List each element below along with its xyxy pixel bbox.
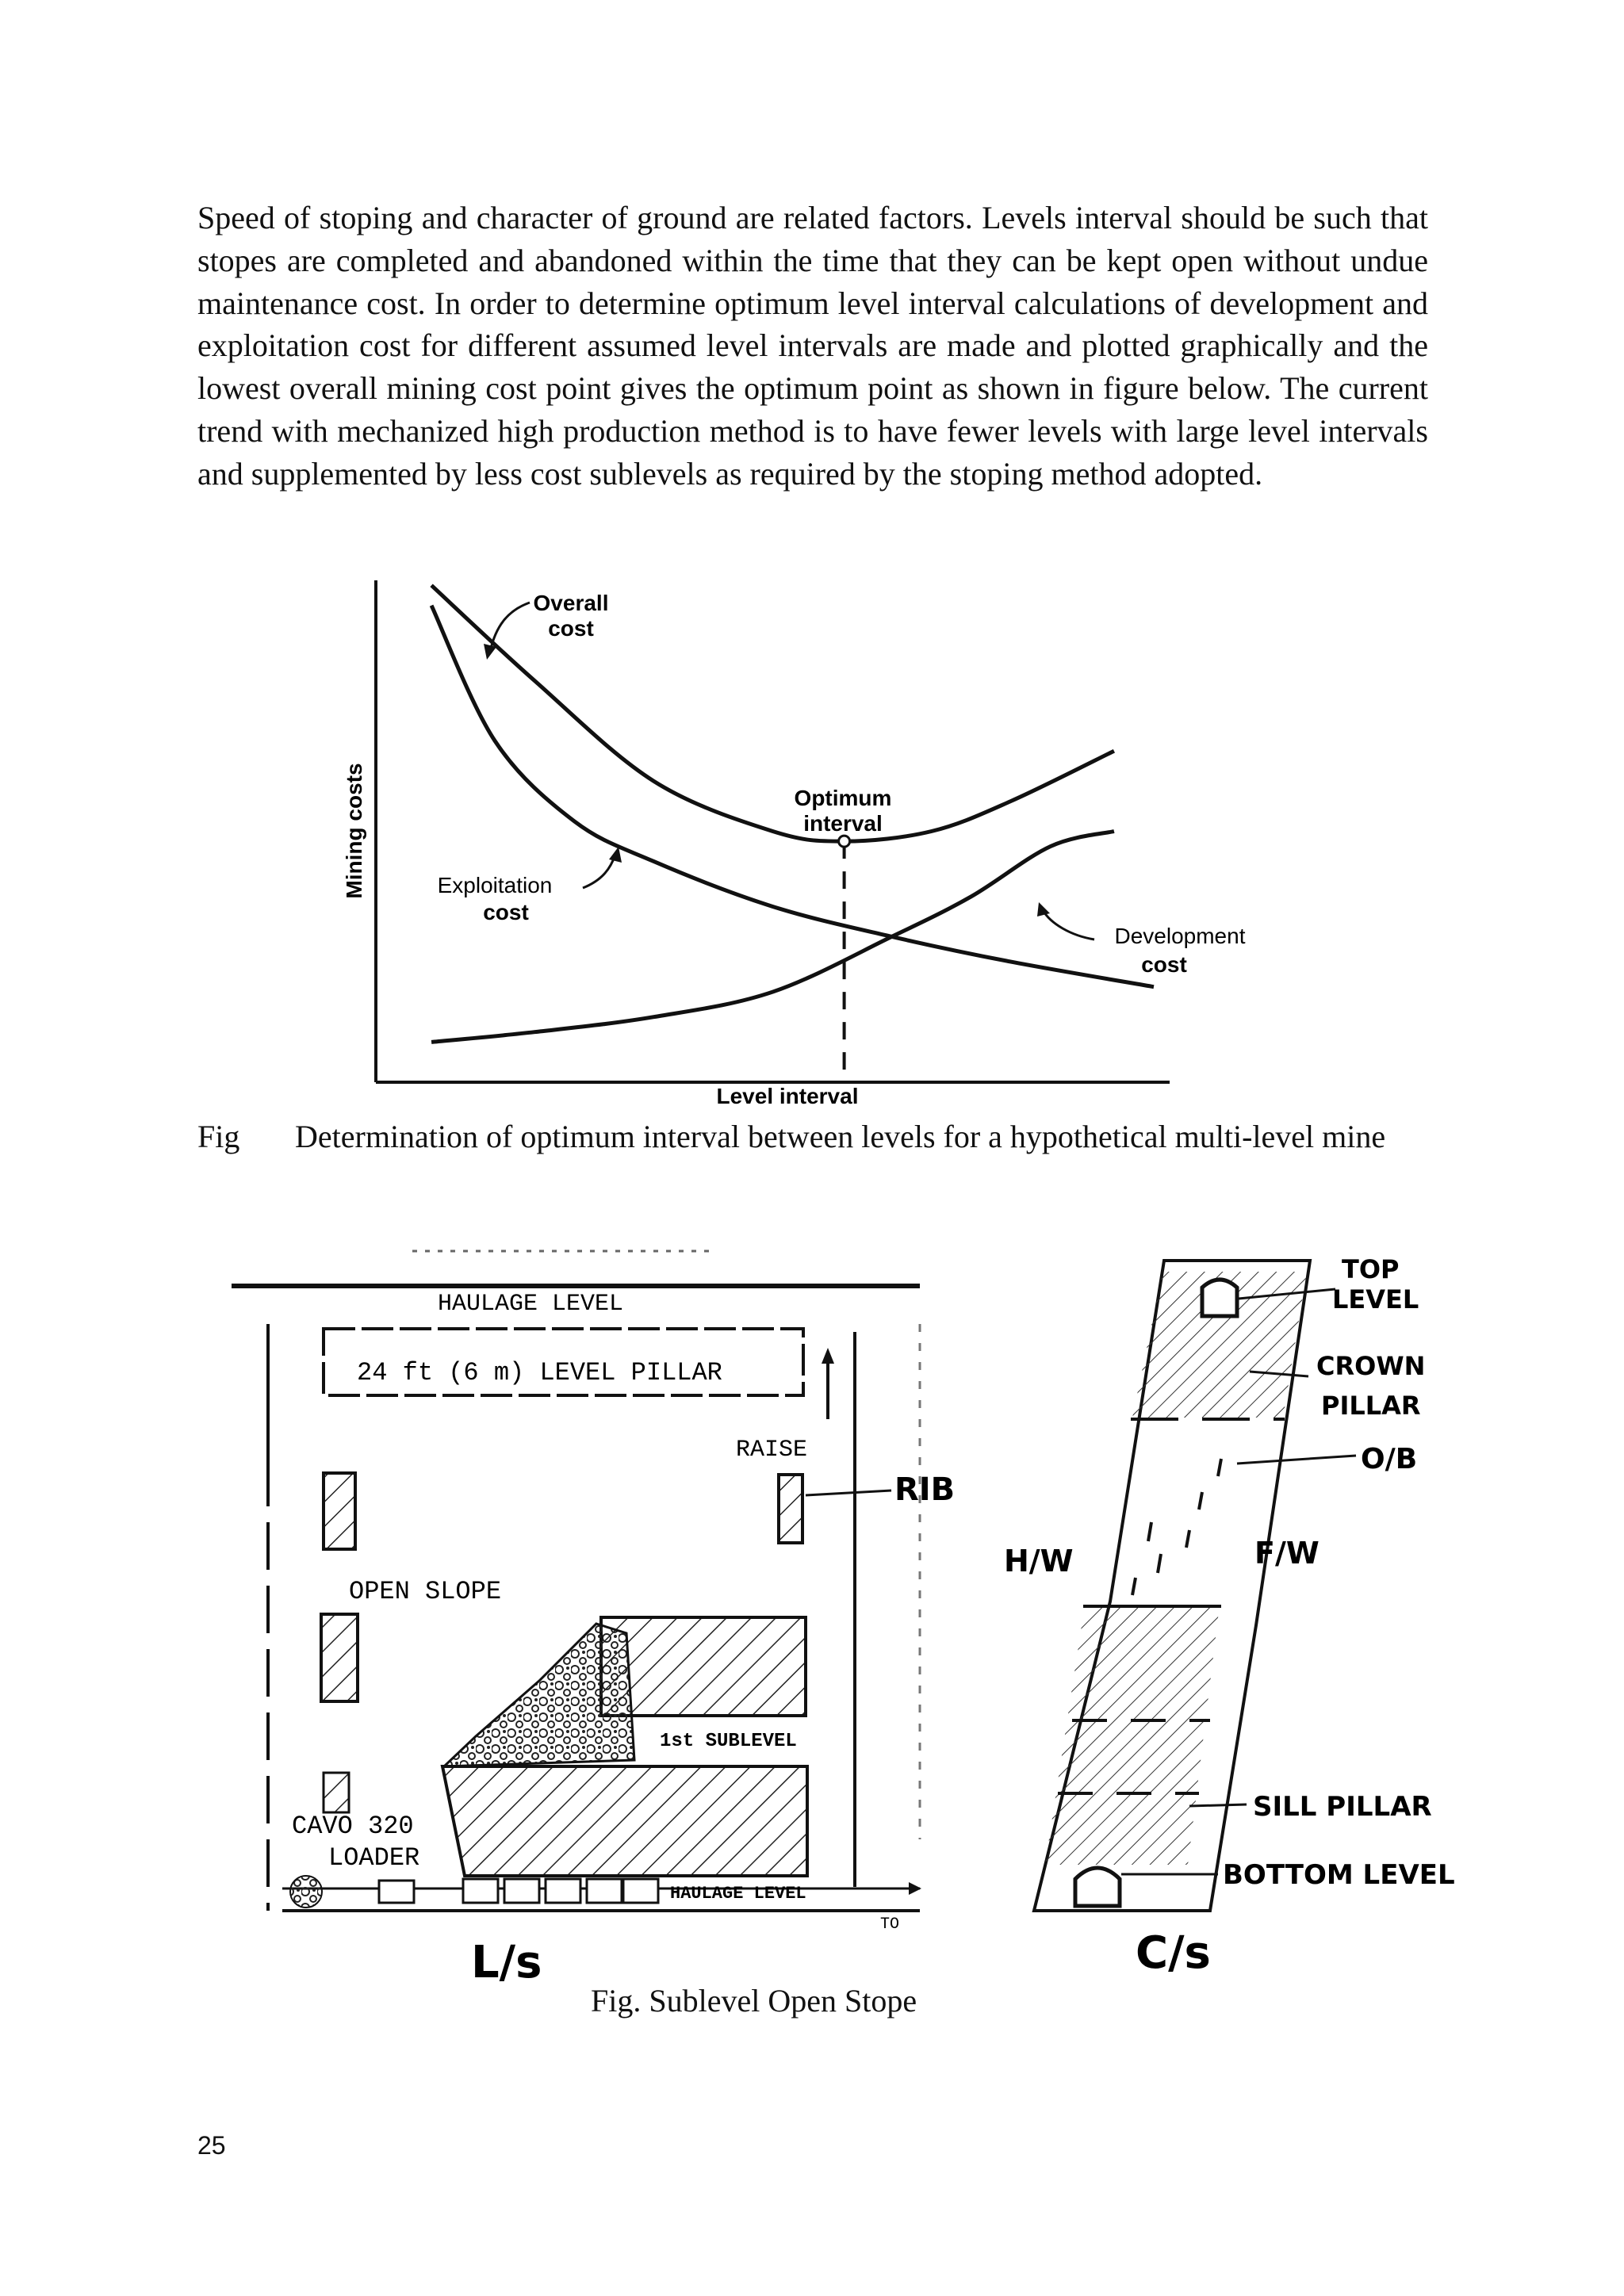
haulage-level-top-label: HAULAGE LEVEL <box>438 1291 624 1318</box>
loader-drawpoint <box>324 1773 349 1812</box>
level-pillar-label: 24 ft (6 m) LEVEL PILLAR <box>357 1358 722 1387</box>
development-cost-label-line1: Development <box>1114 924 1246 948</box>
exploitation-cost-label-line1: Exploitation <box>437 873 553 897</box>
overall-cost-curve <box>431 585 1114 841</box>
fw-label: F/W <box>1254 1536 1320 1571</box>
x-axis-label: Level interval <box>716 1084 859 1108</box>
optimum-point <box>839 836 850 847</box>
longitudinal-section-diagram <box>232 1251 955 1988</box>
sill-pillar-label: SILL PILLAR <box>1253 1791 1432 1823</box>
cross-section-diagram <box>1004 1254 1455 1979</box>
crown-pillar-label-line2: PILLAR <box>1321 1391 1421 1421</box>
rib-pillar <box>779 1475 802 1543</box>
body-paragraph: Speed of stoping and character of ground are related factors. Levels interval should be such that stopes are completed and abandoned within the time that they can be kept open without undue maintenance cost. In order to determine optimum level interval calculations of development and exploitation cost for different assumed level intervals are made and plotted graphically and the lowest overall mining cost point gives the optimum point as shown in figure below. The current trend with mechanized high production method is to have fewer levels with large level intervals and supplemented by less cost sublevels as required by the stoping method adopted. <box>197 200 1428 492</box>
broken-ore-pile <box>444 1624 634 1766</box>
crown-pillar-label-line1: CROWN <box>1316 1351 1426 1381</box>
to-label: TO <box>880 1915 900 1934</box>
left-pillar-lower <box>321 1614 358 1701</box>
page-number: 25 <box>197 2131 226 2160</box>
development-cost-arrow <box>1043 910 1094 939</box>
bottom-drift <box>1075 1868 1120 1906</box>
ore-cars <box>379 1879 658 1903</box>
left-pillar-upper <box>324 1473 355 1549</box>
ls-section-label: L/s <box>471 1937 542 1988</box>
ob-label: O/B <box>1361 1443 1418 1475</box>
overall-cost-label-line2: cost <box>548 616 594 641</box>
figure-1-label: Fig <box>197 1119 240 1154</box>
first-sublevel-label: 1st SUBLEVEL <box>660 1731 797 1752</box>
optimum-label-line1: Optimum <box>794 786 892 810</box>
exploitation-cost-label-line2: cost <box>483 900 529 924</box>
hw-label: H/W <box>1004 1544 1074 1578</box>
mining-cost-chart <box>342 580 1246 1108</box>
sill-pillar-leader <box>1189 1804 1247 1806</box>
top-drift <box>1202 1280 1237 1316</box>
development-cost-arrowhead <box>1037 902 1050 916</box>
loader-label-line1: CAVO 320 <box>292 1812 414 1841</box>
raise-arrowhead <box>822 1348 834 1364</box>
optimum-label-line2: interval <box>803 811 883 836</box>
rib-leader <box>806 1490 891 1495</box>
haulage-level-bottom-label: HAULAGE LEVEL <box>670 1884 806 1904</box>
top-level-label-line2: LEVEL <box>1332 1284 1419 1314</box>
y-axis-label: Mining costs <box>342 763 366 899</box>
raise-label: RAISE <box>736 1437 808 1464</box>
lower-ore-block <box>442 1766 807 1876</box>
development-cost-curve <box>431 832 1114 1043</box>
rubble-corner <box>290 1876 322 1908</box>
rib-label: RIB <box>894 1471 956 1508</box>
development-cost-label-line2: cost <box>1141 952 1187 977</box>
figure-2-caption: Fig. Sublevel Open Stope <box>591 1983 917 2019</box>
cs-section-label: C/s <box>1136 1927 1211 1979</box>
figure-1-caption: Determination of optimum interval between levels for a hypothetical multi-level mine <box>295 1119 1386 1154</box>
open-stope-label: OPEN SLOPE <box>349 1577 502 1606</box>
top-level-label-line1: TOP <box>1342 1254 1400 1284</box>
loader-label-line2: LOADER <box>328 1843 420 1873</box>
to-arrowhead <box>909 1882 921 1895</box>
bottom-level-label: BOTTOM LEVEL <box>1223 1859 1455 1891</box>
exploitation-cost-curve <box>431 606 1154 987</box>
overall-cost-label-line1: Overall <box>533 591 609 615</box>
